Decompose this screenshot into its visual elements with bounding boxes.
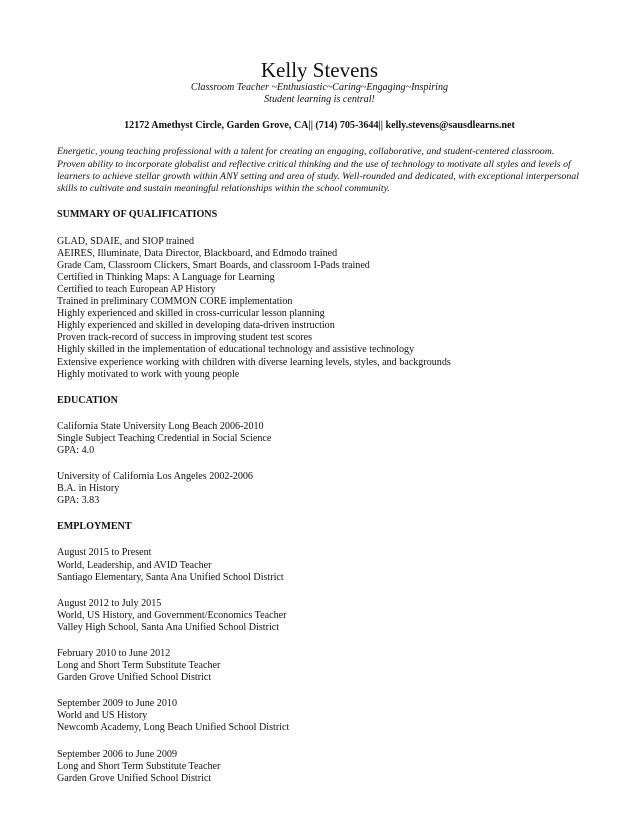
list-item: Trained in preliminary COMMON CORE implementation — [57, 296, 293, 308]
employment-title: Long and Short Term Substitute Teacher — [57, 760, 221, 772]
list-item: Certified to teach European AP History — [57, 283, 216, 295]
employment-entry — [57, 598, 582, 634]
list-item: AEIRES, Illuminate, Data Director, Blackboard, and Edmodo trained — [57, 247, 338, 259]
resume-page — [57, 58, 582, 785]
qualifications-heading: SUMMARY OF QUALIFICATIONS — [57, 209, 218, 221]
list-item: Highly skilled in the implementation of educational technology and assistive technology — [57, 344, 415, 356]
education-credential: B.A. in History — [57, 483, 120, 495]
employment-title: World, US History, and Government/Economics Teacher — [57, 609, 287, 621]
education-heading: EDUCATION — [57, 394, 118, 406]
employment-dates: August 2015 to Present — [57, 547, 152, 559]
list-item: Certified in Thinking Maps: A Language for Learning — [57, 271, 275, 283]
employment-place: Newcomb Academy, Long Beach Unified School District — [57, 722, 290, 734]
list-item: GLAD, SDAIE, and SIOP trained — [57, 235, 194, 247]
education-gpa: GPA: 4.0 — [57, 444, 95, 456]
employment-entry — [57, 698, 582, 734]
qualifications-list — [57, 236, 582, 381]
list-item: Extensive experience working with children with diverse learning levels, styles, and backgrounds — [57, 356, 451, 368]
education-entry — [57, 421, 582, 457]
employment-dates: September 2009 to June 2010 — [57, 698, 177, 710]
employment-title: World and US History — [57, 710, 148, 722]
education-credential: Single Subject Teaching Credential in Social Science — [57, 432, 272, 444]
employment-entry — [57, 648, 582, 684]
education-gpa: GPA: 3.83 — [57, 495, 100, 507]
employment-title: Long and Short Term Substitute Teacher — [57, 660, 221, 672]
employment-title: World, Leadership, and AVID Teacher — [57, 559, 212, 571]
employment-place: Garden Grove Unified School District — [57, 672, 212, 684]
employment-heading: EMPLOYMENT — [57, 521, 132, 533]
employment-dates: August 2012 to July 2015 — [57, 597, 162, 609]
tagline-line-2: Student learning is central! — [264, 94, 375, 106]
list-item: Highly experienced and skilled in cross-curricular lesson planning — [57, 308, 325, 320]
employment-entry — [57, 749, 582, 785]
professional-summary: Energetic, young teaching professional with a talent for creating an engaging, collaborative, and student-centered classroom. Proven ability to incorporate globalist and reflective critical thinking and the use of technology to motivate all styles and levels of learners to achieve stellar growth within ANY setting and area of study. Well-rounded and dedicated, with exceptional interpersonal skills to cultivate and sustain meaningful relationships within the school community. — [57, 146, 579, 195]
tagline-line-1: Classroom Teacher ~Enthusiastic~Caring~Engaging~Inspiring — [190, 82, 449, 93]
list-item: Proven track-record of success in improving student test scores — [57, 332, 313, 344]
employment-entry — [57, 547, 582, 583]
list-item: Grade Cam, Classroom Clickers, Smart Boards, and classroom I-Pads trained — [57, 259, 370, 271]
employment-dates: September 2006 to June 2009 — [57, 748, 177, 760]
candidate-name: Kelly Stevens — [260, 58, 379, 82]
list-item: Highly experienced and skilled in developing data-driven instruction — [57, 320, 335, 332]
contact-info: 12172 Amethyst Circle, Garden Grove, CA|| (714) 705-3644|| kelly.stevens@sausdlearns.net — [124, 120, 515, 132]
education-entry — [57, 471, 582, 507]
employment-dates: February 2010 to June 2012 — [57, 648, 171, 659]
employment-place: Valley High School, Santa Ana Unified School District — [57, 621, 280, 633]
education-institution: University of California Los Angeles 2002-2006 — [57, 471, 253, 483]
education-institution: California State University Long Beach 2006-2010 — [57, 420, 264, 432]
employment-place: Garden Grove Unified School District — [57, 772, 212, 784]
list-item: Highly motivated to work with young people — [57, 368, 240, 380]
employment-place: Santiago Elementary, Santa Ana Unified School District — [57, 571, 284, 583]
